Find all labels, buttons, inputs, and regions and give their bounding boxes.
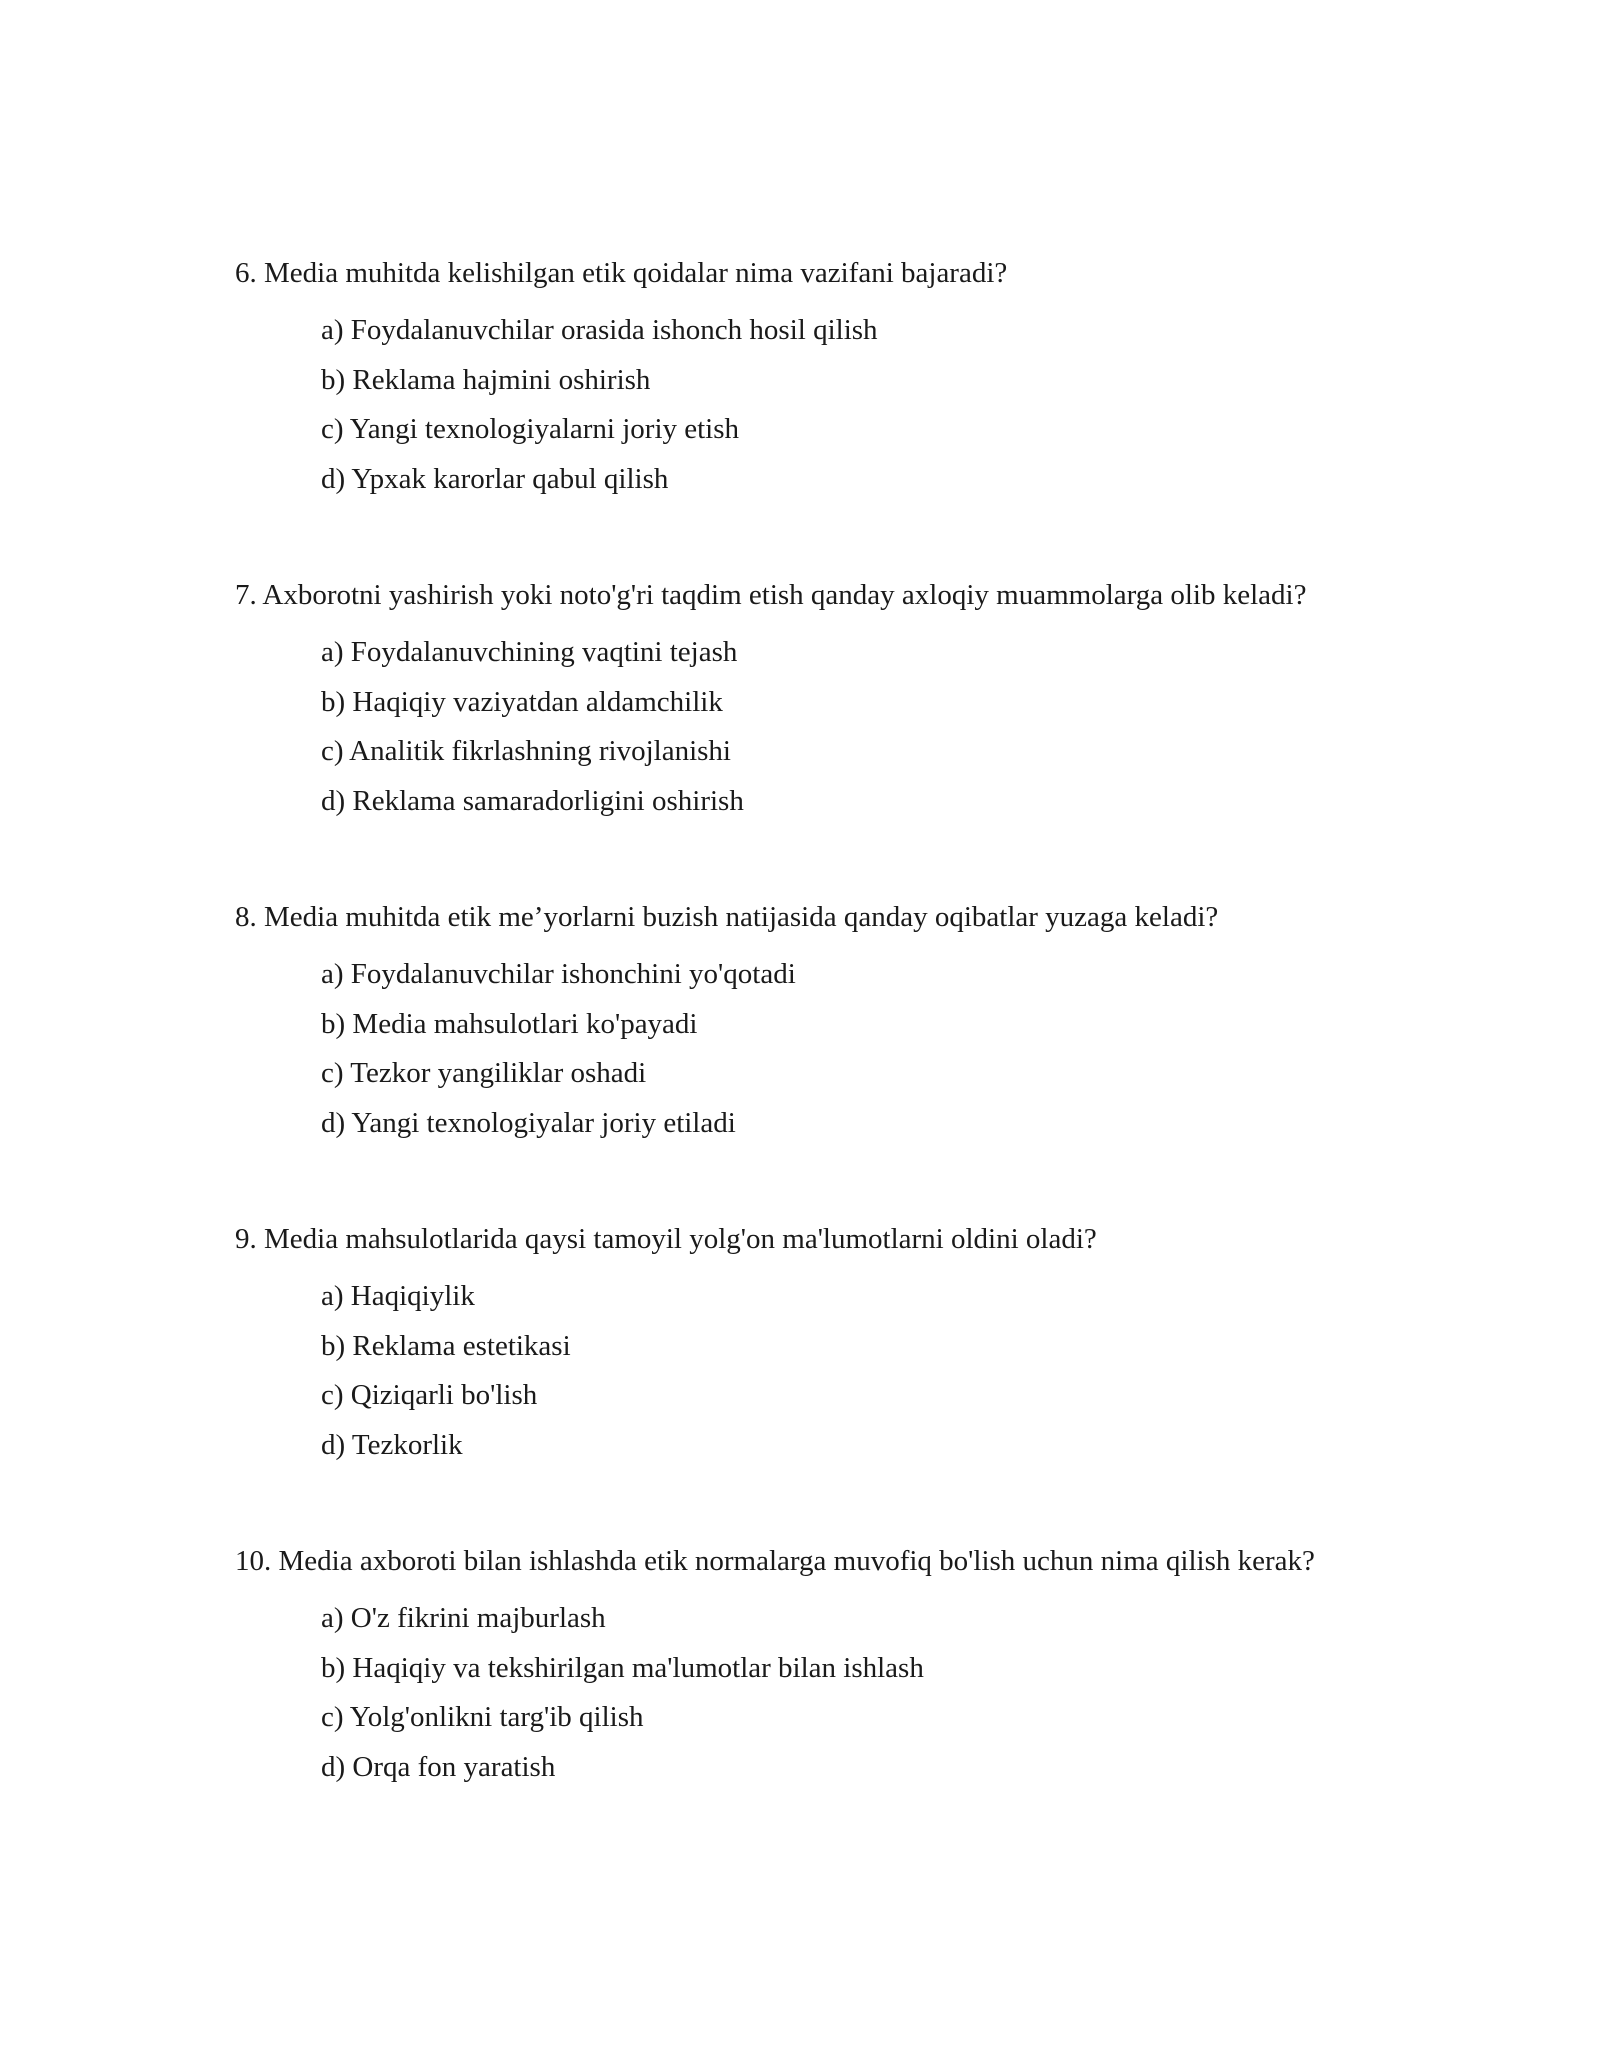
answer-option-d: d) Ypxak karorlar qabul qilish — [321, 462, 669, 495]
question-7 — [235, 574, 1350, 826]
answer-option-c: c) Tezkor yangiliklar oshadi — [321, 1057, 647, 1089]
answer-options — [235, 628, 1350, 826]
answer-option-d: d) Orqa fon yaratish — [321, 1750, 556, 1783]
answer-option-b: b) Haqiqiy vaziyatdan aldamchilik — [321, 685, 723, 718]
answer-option-d: d) Yangi texnologiyalar joriy etiladi — [321, 1106, 736, 1139]
answer-options — [235, 950, 1350, 1148]
answer-option-a: a) Haqiqiylik — [321, 1280, 475, 1312]
question-text: 8. Media muhitda etik me’yorlarni buzish natijasida qanday oqibatlar yuzaga keladi? — [235, 901, 1219, 933]
answer-option-b: b) Haqiqiy va tekshirilgan ma'lumotlar bilan ishlash — [321, 1651, 924, 1684]
question-8 — [235, 896, 1350, 1148]
answer-options — [235, 306, 1350, 504]
answer-option-c: c) Yolg'onlikni targ'ib qilish — [321, 1701, 644, 1733]
question-10 — [235, 1540, 1350, 1792]
answer-option-a: a) O'z fikrini majburlash — [321, 1602, 606, 1634]
question-text: 10. Media axboroti bilan ishlashda etik normalarga muvofiq bo'lish uchun nima qilish kerak? — [235, 1545, 1315, 1577]
question-text: 9. Media mahsulotlarida qaysi tamoyil yolg'on ma'lumotlarni oldini oladi? — [235, 1223, 1097, 1255]
document-page — [235, 252, 1350, 1862]
answer-option-a: a) Foydalanuvchilar orasida ishonch hosil qilish — [321, 314, 878, 346]
question-9 — [235, 1218, 1350, 1470]
question-6 — [235, 252, 1350, 504]
answer-option-c: c) Analitik fikrlashning rivojlanishi — [321, 735, 731, 767]
answer-option-b: b) Media mahsulotlari ko'payadi — [321, 1007, 698, 1040]
answer-option-a: a) Foydalanuvchilar ishonchini yo'qotadi — [321, 958, 796, 990]
question-text: 6. Media muhitda kelishilgan etik qoidalar nima vazifani bajaradi? — [235, 257, 1008, 289]
question-text: 7. Axborotni yashirish yoki noto'g'ri taqdim etish qanday axloqiy muammolarga olib keladi? — [235, 579, 1307, 611]
answer-option-a: a) Foydalanuvchining vaqtini tejash — [321, 636, 738, 668]
answer-options — [235, 1594, 1350, 1792]
answer-option-b: b) Reklama estetikasi — [321, 1329, 571, 1362]
answer-option-d: d) Reklama samaradorligini oshirish — [321, 784, 744, 817]
answer-option-c: c) Qiziqarli bo'lish — [321, 1379, 538, 1411]
answer-options — [235, 1272, 1350, 1470]
answer-option-b: b) Reklama hajmini oshirish — [321, 363, 651, 396]
answer-option-d: d) Tezkorlik — [321, 1428, 463, 1461]
answer-option-c: c) Yangi texnologiyalarni joriy etish — [321, 413, 740, 445]
